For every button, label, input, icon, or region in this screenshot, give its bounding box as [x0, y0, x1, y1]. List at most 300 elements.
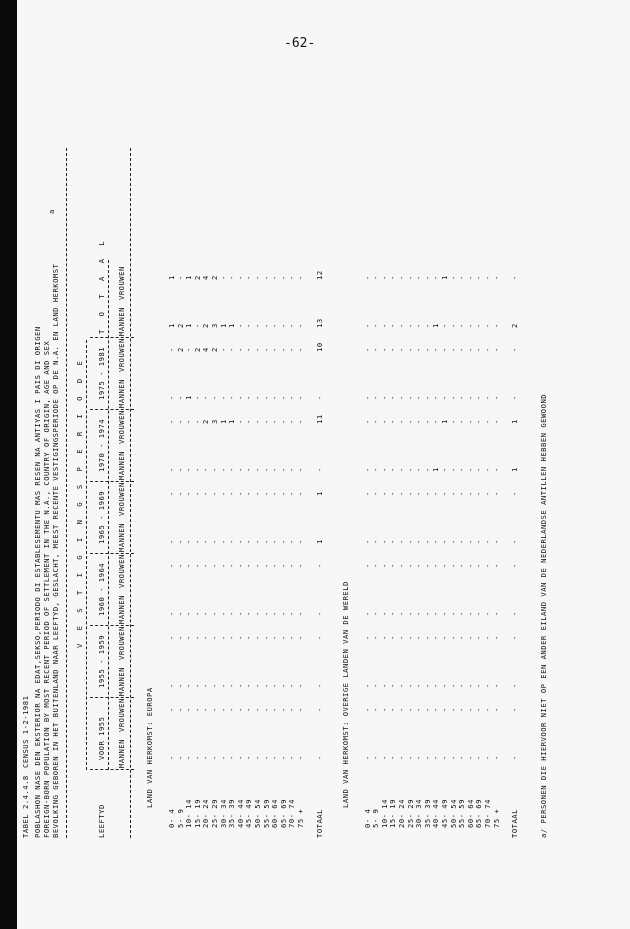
table-cell: - [244, 467, 254, 472]
table-cell: - [448, 683, 458, 688]
table-cell: - [175, 491, 185, 496]
table-cell: - [397, 755, 406, 760]
table-cell: - [253, 347, 262, 352]
table-cell: - [431, 563, 441, 568]
table-cell: - [192, 539, 202, 544]
table-cell: - [405, 755, 415, 760]
age-group-label: 75 + [296, 808, 305, 828]
table-cell: - [167, 683, 176, 688]
total-cell: - [510, 707, 520, 712]
total-cell: - [510, 347, 520, 352]
age-group-label: 40- 44 [235, 799, 245, 828]
table-cell: - [218, 275, 228, 280]
column-header-period: 1975 - 1981 [97, 346, 106, 400]
table-cell: - [218, 683, 228, 688]
table-cell: - [474, 563, 484, 568]
table-cell: - [388, 635, 398, 640]
table-cell: - [167, 491, 176, 496]
table-cell: - [474, 467, 484, 472]
table-cell: - [270, 539, 280, 544]
column-divider [90, 553, 134, 554]
table-cell: - [388, 611, 398, 616]
table-cell: - [457, 707, 467, 712]
table-cell: - [414, 275, 424, 280]
table-cell: - [287, 395, 297, 400]
total-cell: 2 [510, 323, 520, 328]
table-cell: - [227, 611, 237, 616]
table-cell: - [227, 563, 237, 568]
table-cell: - [278, 467, 288, 472]
table-cell: 2 [192, 347, 202, 352]
table-cell: - [244, 275, 254, 280]
table-cell: - [362, 635, 372, 640]
table-cell: - [287, 755, 297, 760]
table-cell: - [244, 395, 254, 400]
table-cell: - [261, 635, 271, 640]
column-header-male: MANNEN [117, 307, 126, 336]
table-cell: - [287, 611, 297, 616]
table-cell: - [175, 563, 185, 568]
table-cell: - [371, 419, 381, 424]
table-cell: 2 [175, 323, 185, 328]
age-group-label: 60- 64 [465, 799, 475, 828]
table-cell: - [405, 275, 415, 280]
table-cell: - [192, 395, 202, 400]
table-cell: - [491, 563, 501, 568]
table-cell: - [414, 539, 424, 544]
total-cell: - [510, 683, 520, 688]
table-cell: - [405, 635, 415, 640]
table-cell: - [379, 563, 389, 568]
table-cell: - [218, 395, 228, 400]
table-cell: - [201, 611, 211, 616]
table-cell: - [474, 755, 484, 760]
table-cell: - [457, 611, 467, 616]
table-cell: - [397, 611, 406, 616]
table-cell: - [440, 539, 449, 544]
total-cell: - [314, 563, 324, 568]
table-cell: - [261, 539, 271, 544]
column-header-male: MANNEN [117, 595, 126, 624]
table-cell: 1 [167, 275, 176, 280]
table-cell: - [379, 275, 389, 280]
rotated-table-sheet [20, 138, 550, 838]
table-cell: - [235, 467, 245, 472]
table-cell: - [296, 707, 305, 712]
age-group-label: 10- 14 [184, 799, 194, 828]
table-cell: - [397, 683, 406, 688]
table-cell: - [287, 323, 297, 328]
age-group-label: 0- 4 [167, 808, 176, 828]
table-cell: - [270, 635, 280, 640]
table-cell: - [270, 347, 280, 352]
table-cell: - [388, 419, 398, 424]
table-cell: - [397, 275, 406, 280]
table-cell: - [491, 395, 501, 400]
table-cell: - [362, 539, 372, 544]
table-cell: - [465, 755, 475, 760]
column-divider [90, 769, 134, 770]
table-cell: - [397, 323, 406, 328]
table-cell: - [474, 395, 484, 400]
table-cell: - [483, 683, 492, 688]
table-cell: - [218, 611, 228, 616]
table-cell: - [261, 707, 271, 712]
table-cell: - [483, 347, 492, 352]
table-cell: - [287, 419, 297, 424]
table-cell: - [440, 347, 449, 352]
table-cell: - [440, 635, 449, 640]
table-cell: - [244, 563, 254, 568]
table-cell: - [287, 683, 297, 688]
table-cell: 4 [201, 347, 211, 352]
table-cell: - [287, 563, 297, 568]
table-cell: - [362, 755, 372, 760]
table-cell: - [175, 611, 185, 616]
table-cell: - [235, 395, 245, 400]
table-cell: - [431, 395, 441, 400]
table-cell: - [244, 683, 254, 688]
table-cell: - [379, 683, 389, 688]
total-cell: - [510, 275, 520, 280]
age-group-label: 25- 29 [210, 799, 219, 828]
table-cell: - [457, 755, 467, 760]
table-cell: - [261, 491, 271, 496]
table-cell: - [414, 611, 424, 616]
age-group-label: 45- 49 [440, 799, 449, 828]
table-cell: - [397, 467, 406, 472]
table-cell: - [270, 707, 280, 712]
table-cell: - [397, 347, 406, 352]
table-cell: - [465, 395, 475, 400]
table-cell: - [457, 323, 467, 328]
table-cell: - [465, 683, 475, 688]
table-cell: - [201, 683, 211, 688]
table-cell: - [422, 635, 432, 640]
table-cell: - [422, 347, 432, 352]
table-cell: - [270, 611, 280, 616]
table-cell: - [201, 563, 211, 568]
table-cell: - [296, 419, 305, 424]
table-cell: - [175, 467, 185, 472]
column-header-male: MANNEN [117, 523, 126, 552]
table-cell: - [491, 275, 501, 280]
table-cell: - [201, 539, 211, 544]
table-cell: - [431, 755, 441, 760]
column-divider [90, 337, 134, 338]
table-cell: - [227, 539, 237, 544]
table-cell: - [244, 611, 254, 616]
table-cell: - [201, 755, 211, 760]
table-cell: - [440, 683, 449, 688]
table-cell: - [244, 419, 254, 424]
table-cell: - [227, 395, 237, 400]
table-cell: - [184, 467, 194, 472]
total-cell: - [510, 395, 520, 400]
total-row-label: TOTAAL [314, 809, 324, 838]
table-cell: 1 [227, 323, 237, 328]
table-cell: - [362, 491, 372, 496]
age-group-label: 70- 74 [287, 799, 297, 828]
table-cell: - [388, 275, 398, 280]
table-cell: - [371, 755, 381, 760]
total-cell: - [510, 563, 520, 568]
table-cell: 2 [201, 323, 211, 328]
table-cell: - [414, 707, 424, 712]
table-cell: - [405, 563, 415, 568]
table-cell: - [270, 395, 280, 400]
table-cell: - [253, 755, 262, 760]
table-cell: - [422, 323, 432, 328]
age-group-label: 50- 54 [253, 799, 262, 828]
table-cell: - [405, 539, 415, 544]
table-cell: - [296, 635, 305, 640]
table-cell: - [474, 323, 484, 328]
table-cell: - [253, 491, 262, 496]
age-group-label: 55- 59 [457, 799, 467, 828]
table-cell: 2 [210, 347, 219, 352]
table-cell: - [235, 611, 245, 616]
table-cell: - [371, 467, 381, 472]
table-cell: - [362, 419, 372, 424]
table-cell: - [448, 755, 458, 760]
table-cell: - [167, 539, 176, 544]
spanner-rule [86, 340, 87, 770]
column-header-female: VROUWEN [117, 698, 126, 732]
table-cell: - [397, 419, 406, 424]
table-cell: - [448, 707, 458, 712]
column-divider [90, 625, 134, 626]
table-cell: - [379, 347, 389, 352]
column-divider [90, 481, 134, 482]
table-cell: 2 [192, 275, 202, 280]
table-cell: - [405, 395, 415, 400]
table-cell: - [491, 683, 501, 688]
table-cell: - [227, 755, 237, 760]
table-cell: - [227, 707, 237, 712]
table-cell: - [431, 491, 441, 496]
table-cell: 2 [175, 347, 185, 352]
age-group-label: 65- 69 [474, 799, 484, 828]
table-cell: - [422, 467, 432, 472]
table-cell: - [414, 323, 424, 328]
table-cell: - [405, 347, 415, 352]
table-cell: - [474, 491, 484, 496]
table-cell: - [278, 323, 288, 328]
binding-edge [0, 0, 17, 929]
table-cell: - [431, 683, 441, 688]
table-cell: 2 [201, 419, 211, 424]
title-line-3: BEVOLKING GEBOREN IN HET BUITENLAND NAAR LEEFTYD, GESLACHT, MEEST RECENTE VESTIGINGSPERIODE OP DE N.A. EN LAND HERKOMST [51, 263, 60, 838]
table-cell: - [371, 275, 381, 280]
table-cell: - [175, 395, 185, 400]
table-cell: - [465, 419, 475, 424]
table-cell: - [167, 467, 176, 472]
total-cell: 1 [314, 491, 324, 496]
table-cell: - [192, 611, 202, 616]
table-cell: - [184, 563, 194, 568]
table-cell: - [235, 419, 245, 424]
table-cell: - [457, 635, 467, 640]
table-cell: - [397, 395, 406, 400]
total-cell: 1 [510, 419, 520, 424]
table-cell: - [371, 563, 381, 568]
table-cell: - [244, 635, 254, 640]
column-header-female: VROUWEN [117, 266, 126, 300]
table-cell: - [483, 419, 492, 424]
table-cell: - [296, 323, 305, 328]
age-group-label: 20- 24 [201, 799, 211, 828]
total-cell: - [314, 611, 324, 616]
table-cell: - [362, 275, 372, 280]
table-cell: - [175, 635, 185, 640]
table-cell: - [296, 275, 305, 280]
table-cell: - [483, 467, 492, 472]
table-cell: - [440, 467, 449, 472]
table-cell: - [210, 755, 219, 760]
table-cell: - [270, 323, 280, 328]
table-cell: - [184, 491, 194, 496]
table-cell: 1 [431, 323, 441, 328]
total-cell: - [510, 755, 520, 760]
table-cell: - [422, 611, 432, 616]
table-cell: - [448, 491, 458, 496]
table-cell: - [483, 755, 492, 760]
table-cell: - [270, 491, 280, 496]
table-cell: - [362, 563, 372, 568]
table-cell: - [414, 467, 424, 472]
table-cell: - [414, 635, 424, 640]
table-cell: - [457, 419, 467, 424]
table-cell: - [244, 347, 254, 352]
age-group-label: 70- 74 [483, 799, 492, 828]
table-cell: - [184, 635, 194, 640]
table-cell: - [379, 395, 389, 400]
table-cell: - [227, 635, 237, 640]
table-cell: - [296, 683, 305, 688]
table-cell: - [270, 755, 280, 760]
table-cell: - [227, 683, 237, 688]
table-cell: - [278, 347, 288, 352]
table-cell: - [483, 611, 492, 616]
table-cell: - [210, 539, 219, 544]
table-cell: - [405, 683, 415, 688]
table-cell: - [362, 611, 372, 616]
table-cell: - [270, 419, 280, 424]
table-cell: - [448, 395, 458, 400]
table-cell: - [431, 611, 441, 616]
table-cell: - [235, 707, 245, 712]
table-cell: - [474, 539, 484, 544]
table-cell: - [184, 707, 194, 712]
table-cell: - [388, 683, 398, 688]
age-group-label: 30- 34 [414, 799, 424, 828]
table-cell: - [474, 275, 484, 280]
table-cell: - [175, 683, 185, 688]
table-cell: - [278, 539, 288, 544]
table-cell: - [414, 755, 424, 760]
age-group-label: 5- 9 [371, 808, 381, 828]
total-cell: 11 [314, 414, 324, 424]
table-cell: - [422, 755, 432, 760]
table-cell: - [192, 419, 202, 424]
table-cell: - [227, 347, 237, 352]
table-cell: 1 [440, 275, 449, 280]
age-group-label: 40- 44 [431, 799, 441, 828]
table-cell: - [405, 707, 415, 712]
table-cell: - [483, 491, 492, 496]
table-cell: - [253, 707, 262, 712]
table-cell: - [210, 611, 219, 616]
table-cell: - [192, 635, 202, 640]
total-cell: 1 [510, 467, 520, 472]
table-cell: - [465, 467, 475, 472]
table-cell: - [227, 467, 237, 472]
table-cell: - [465, 491, 475, 496]
table-cell: - [175, 539, 185, 544]
column-header-period: 1955 - 1959 [97, 634, 106, 688]
section-title: LAND VAN HERKOMST: EUROPA [145, 687, 154, 808]
table-cell: - [414, 683, 424, 688]
table-cell: - [414, 395, 424, 400]
table-cell: - [287, 347, 297, 352]
table-cell: - [261, 275, 271, 280]
age-group-label: 75 + [491, 808, 501, 828]
table-cell: - [192, 323, 202, 328]
table-cell: - [397, 707, 406, 712]
table-cell: - [218, 707, 228, 712]
table-cell: - [192, 755, 202, 760]
table-cell: - [405, 467, 415, 472]
table-cell: - [296, 539, 305, 544]
age-group-label: 55- 59 [261, 799, 271, 828]
table-cell: - [465, 611, 475, 616]
table-cell: - [379, 323, 389, 328]
table-cell: - [287, 539, 297, 544]
total-row-label: TOTAAL [510, 809, 520, 838]
table-cell: - [261, 347, 271, 352]
table-cell: - [491, 467, 501, 472]
table-cell: - [448, 539, 458, 544]
table-cell: - [175, 707, 185, 712]
age-group-label: 30- 34 [218, 799, 228, 828]
table-cell: - [244, 323, 254, 328]
column-header-female: VROUWEN [117, 410, 126, 444]
table-cell: - [397, 563, 406, 568]
table-cell: 1 [218, 323, 228, 328]
table-cell: 1 [431, 467, 441, 472]
table-cell: - [483, 707, 492, 712]
table-cell: - [218, 467, 228, 472]
column-header-male: MANNEN [117, 451, 126, 480]
age-group-label: 20- 24 [397, 799, 406, 828]
table-cell: - [218, 347, 228, 352]
table-cell: - [431, 419, 441, 424]
table-cell: - [210, 563, 219, 568]
table-cell: - [397, 635, 406, 640]
table-cell: - [379, 539, 389, 544]
footnote: a/ PERSONEN DIE HIERVOOR NIET OP EEN ANDER EILAND VAN DE NEDERLANDSE ANTILLEN HEBBEN GEWOOND [539, 393, 548, 838]
table-cell: - [422, 275, 432, 280]
table-cell: - [201, 635, 211, 640]
total-cell: - [314, 683, 324, 688]
table-cell: 2 [210, 275, 219, 280]
table-cell: - [278, 419, 288, 424]
section-title: LAND VAN HERKOMST: OVERIGE LANDEN VAN DE WERELD [340, 581, 350, 808]
table-cell: - [388, 395, 398, 400]
age-group-label: 35- 39 [422, 799, 432, 828]
table-cell: - [474, 347, 484, 352]
